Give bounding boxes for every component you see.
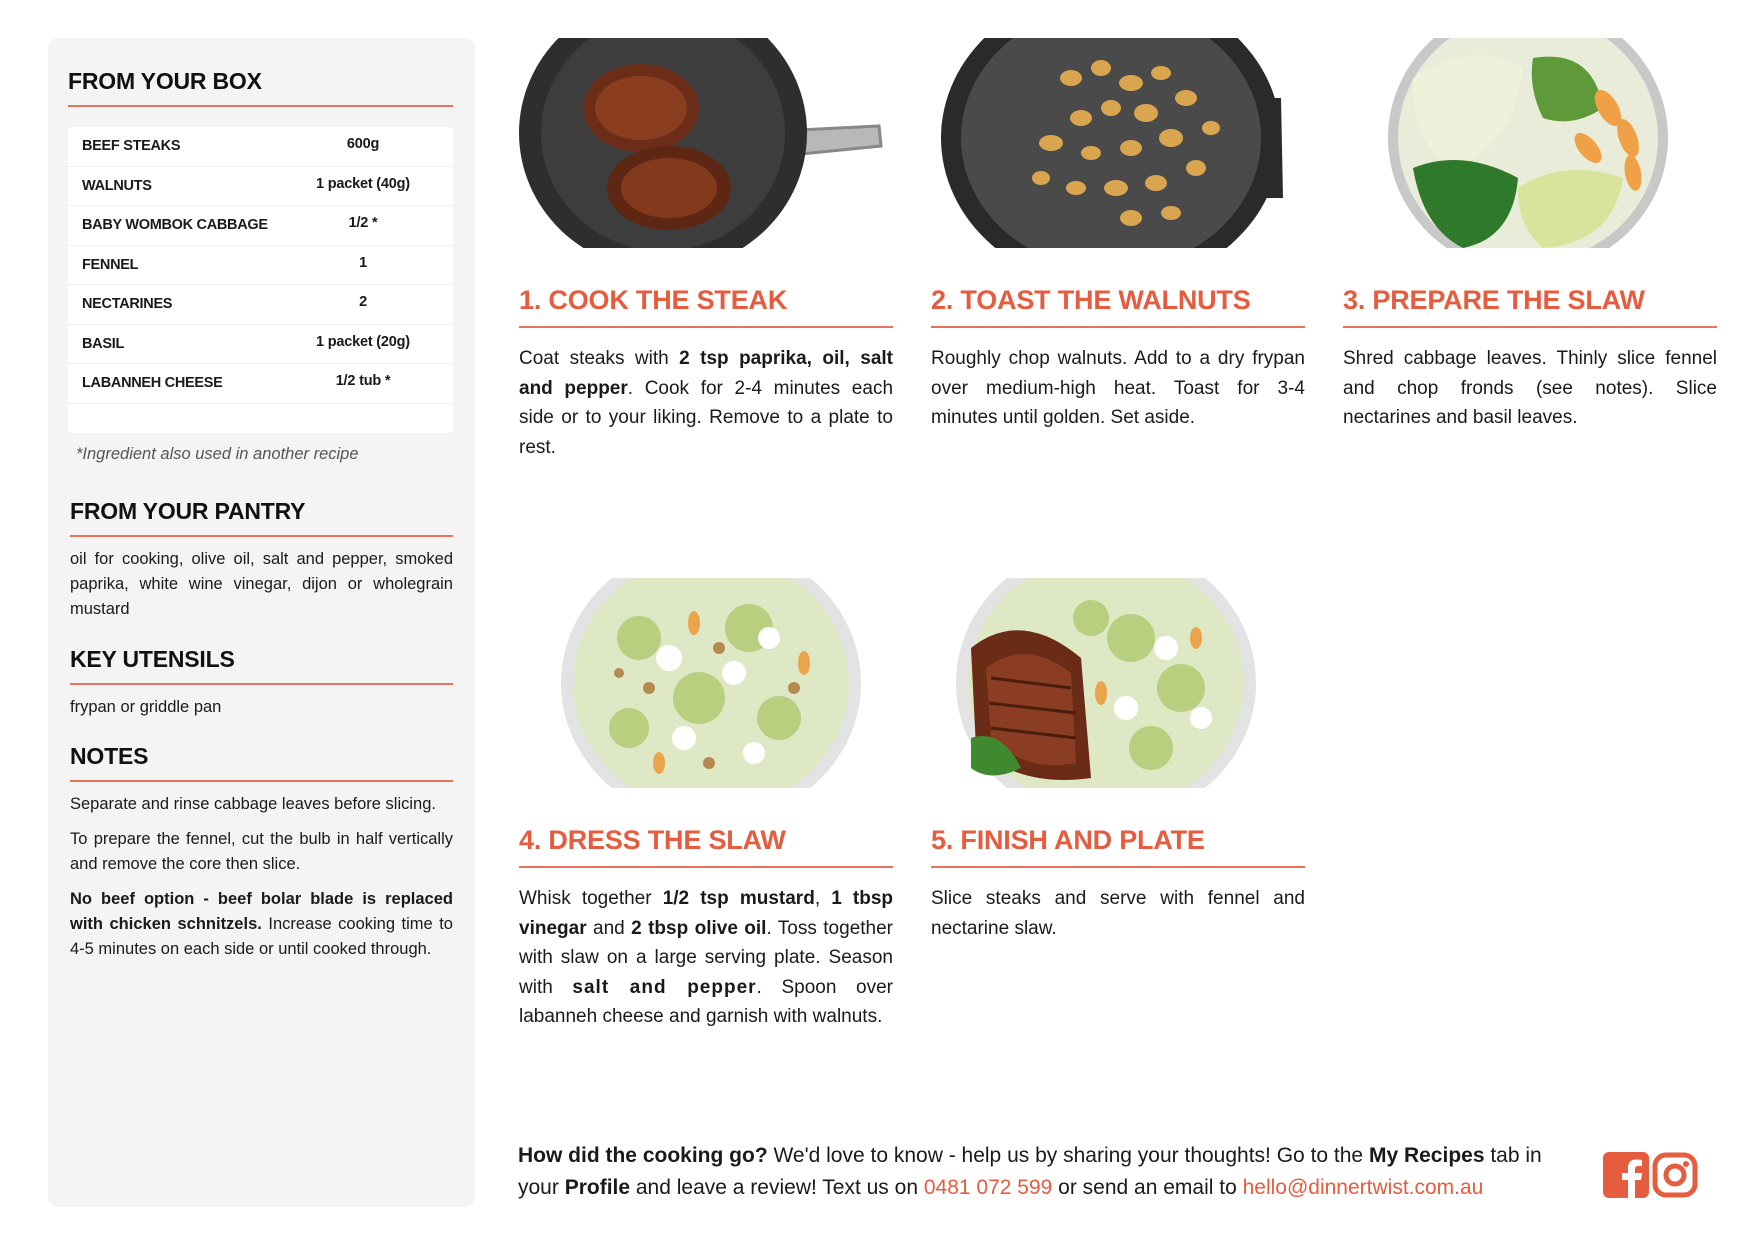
- step-2-title: 2. TOAST THE WALNUTS: [931, 285, 1251, 315]
- ingredient-name: LABANNEH CHEESE: [82, 375, 223, 391]
- note-text: Increase cooking time to 4-5 minutes on each side or until cooked through.: [70, 915, 453, 958]
- step-text: . Spoon over labanneh cheese and garnish with walnuts.: [519, 976, 893, 1027]
- my-recipes-label: My Recipes: [1368, 1144, 1485, 1167]
- note-paragraph: [70, 887, 453, 962]
- step-5-title: 5. FINISH AND PLATE: [931, 825, 1205, 855]
- feedback-text: [518, 1140, 1578, 1203]
- note-bold: No beef option - beef bolar blade is replaced with chicken schnitzels.: [70, 890, 453, 933]
- utensils-section: [70, 646, 453, 720]
- phone-link[interactable]: 0481 072 599: [923, 1175, 1053, 1199]
- divider: [519, 326, 893, 328]
- facebook-icon[interactable]: [1603, 1152, 1649, 1198]
- step-text: . Cook for 2-4 minutes each side or to your liking. Remove to a plate to rest.: [519, 377, 894, 458]
- step-4-image: [519, 578, 893, 788]
- ingredient-row: [68, 206, 453, 246]
- divider: [68, 105, 453, 107]
- ingredient-name: BEEF STEAKS: [82, 138, 181, 154]
- step-5-image: [931, 578, 1305, 788]
- utensils-text: frypan or griddle pan: [70, 698, 222, 716]
- step-text: . Toss together with slaw on a large serving plate. Season with: [519, 917, 893, 998]
- ingredient-name: BABY WOMBOK CABBAGE: [82, 217, 268, 233]
- note-paragraph: To prepare the fennel, cut the bulb in half vertically and remove the core then slice.: [70, 830, 453, 873]
- step-5-text: Slice steaks and serve with fennel and nectarine slaw.: [931, 888, 1305, 939]
- step-text: and: [586, 917, 632, 939]
- note-paragraph: Separate and rinse cabbage leaves before slicing.: [70, 795, 436, 813]
- divider: [70, 535, 453, 537]
- step-1-title: 1. COOK THE STEAK: [519, 285, 788, 315]
- ingredient-qty: 1 packet (40g): [316, 175, 410, 192]
- from-your-box-title: FROM YOUR BOX: [68, 68, 262, 94]
- email-link[interactable]: hello@dinnertwist.com.au: [1242, 1175, 1484, 1199]
- pantry-title: FROM YOUR PANTRY: [70, 498, 306, 524]
- utensils-title: KEY UTENSILS: [70, 646, 235, 672]
- instagram-icon[interactable]: [1652, 1152, 1698, 1198]
- step-1-text: [519, 344, 893, 462]
- ingredient-row: [68, 167, 453, 207]
- step-4: [519, 578, 893, 1032]
- ingredient-footnote: *Ingredient also used in another recipe: [76, 445, 359, 463]
- ingredient-qty: 600g: [346, 136, 380, 152]
- step-bold: salt and pepper: [572, 976, 757, 998]
- step-3: [1343, 38, 1717, 433]
- feedback-part: We'd love to know - help us by sharing your thoughts! Go to the: [767, 1144, 1369, 1167]
- step-3-text: Shred cabbage leaves. Thinly slice fennel and chop fronds (see notes). Slice nectarines and basil leaves.: [1343, 348, 1717, 428]
- step-bold: 1 tbsp vinegar: [519, 888, 894, 939]
- notes-title: NOTES: [70, 743, 149, 769]
- step-bold: 2 tsp paprika, oil, salt and pepper: [519, 348, 893, 399]
- step-bold: 1/2 tsp mustard: [662, 888, 815, 909]
- from-your-box-section: [68, 68, 453, 107]
- step-4-text: [519, 884, 893, 1032]
- ingredient-qty: 1: [359, 254, 367, 271]
- ingredient-qty: 2: [359, 294, 367, 310]
- divider: [519, 866, 893, 868]
- pantry-text: oil for cooking, olive oil, salt and pepper, smoked paprika, white wine vinegar, dijon or wholegrain mustard: [70, 550, 453, 618]
- pantry-section: [70, 498, 453, 622]
- step-1: [519, 38, 893, 462]
- step-4-title: 4. DRESS THE SLAW: [519, 825, 786, 855]
- step-1-image: [519, 38, 893, 248]
- step-text: ,: [814, 888, 832, 909]
- step-text: Coat steaks with: [519, 348, 680, 369]
- ingredient-name: FENNEL: [82, 256, 139, 273]
- ingredient-name: NECTARINES: [82, 296, 173, 312]
- divider: [70, 683, 453, 685]
- feedback-part: tab in your: [518, 1144, 1542, 1199]
- step-2-image: [931, 38, 1305, 248]
- divider: [1343, 326, 1717, 328]
- divider: [70, 780, 453, 782]
- divider: [931, 326, 1305, 328]
- notes-section: [70, 743, 453, 972]
- ingredient-name: WALNUTS: [82, 177, 152, 194]
- step-3-title: 3. PREPARE THE SLAW: [1343, 285, 1645, 315]
- notes-body: [70, 792, 453, 962]
- ingredient-qty: 1/2 tub *: [335, 373, 391, 389]
- ingredient-qty: 1 packet (20g): [316, 333, 410, 350]
- step-2-text: Roughly chop walnuts. Add to a dry frypan over medium-high heat. Toast for 3-4 minutes until golden. Set aside.: [931, 348, 1305, 428]
- feedback-question: How did the cooking go?: [518, 1144, 768, 1167]
- ingredient-name: BASIL: [82, 335, 125, 352]
- step-2: [931, 38, 1305, 433]
- step-text: Whisk together: [519, 888, 663, 909]
- ingredients-sidebar: [48, 38, 475, 1207]
- ingredient-row: [68, 325, 453, 365]
- ingredient-row: [68, 246, 453, 286]
- profile-label: Profile: [564, 1175, 631, 1199]
- step-3-image: [1343, 38, 1717, 248]
- ingredient-row: [68, 285, 453, 325]
- divider: [931, 866, 1305, 868]
- ingredient-qty: 1/2 *: [348, 215, 378, 231]
- step-bold: 2 tbsp olive oil: [631, 917, 767, 939]
- feedback-part: or send an email to: [1052, 1175, 1243, 1199]
- feedback-part: and leave a review! Text us on: [630, 1175, 924, 1199]
- ingredient-table: [68, 127, 453, 433]
- ingredient-row: [68, 364, 453, 404]
- ingredient-row: [68, 127, 453, 167]
- step-5: [931, 578, 1305, 943]
